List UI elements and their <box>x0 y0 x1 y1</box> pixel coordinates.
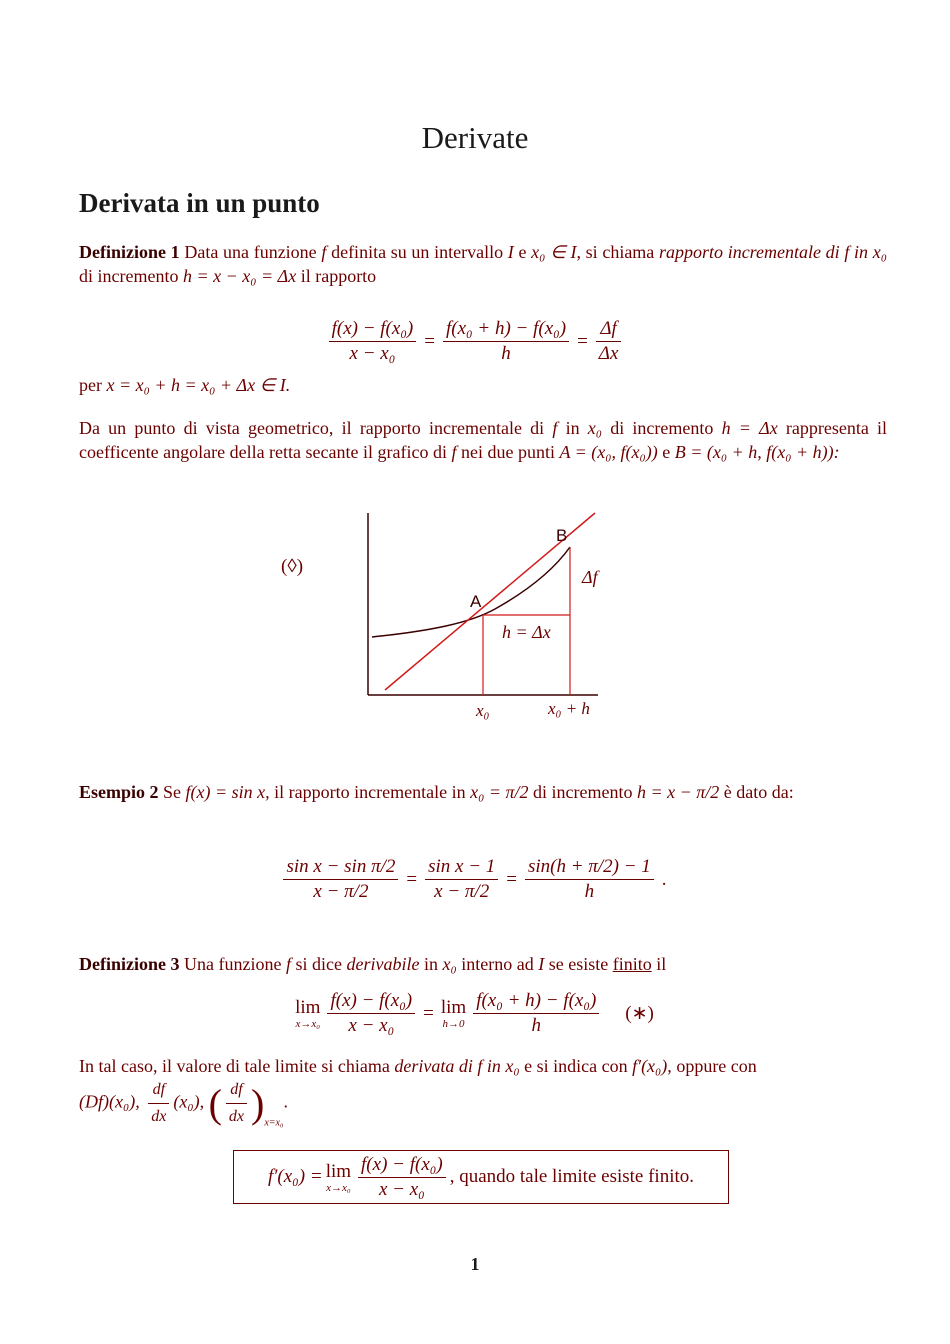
geo-text: e <box>662 442 671 462</box>
def1-text: , si chiama <box>576 242 655 262</box>
period: . <box>661 868 667 890</box>
symbol-f: f <box>451 442 457 462</box>
def3-text: si dice <box>295 954 342 974</box>
evaluation-subscript: x=x₀ <box>264 1117 284 1129</box>
lim-subscript: x→x₀ <box>326 1181 351 1194</box>
symbol-x0: x₀ <box>587 418 603 438</box>
lim-subscript: x→x₀ <box>295 1018 321 1030</box>
geo-text: Da un punto di vista geometrico, il rapporto incrementale di <box>79 418 545 438</box>
equals-sign: = <box>423 1002 434 1024</box>
denominator: Δx <box>598 343 619 364</box>
notation-f-prime: f′(x₀), <box>632 1056 672 1076</box>
def3-text: in <box>423 954 438 974</box>
deriv-text: In tal caso, il valore di tale limite si chiama <box>79 1056 390 1076</box>
label-A: A <box>470 592 482 611</box>
fraction <box>596 318 622 365</box>
derivative-paragraph <box>79 1054 887 1136</box>
limit-operator <box>441 997 466 1030</box>
def3-text: il <box>656 954 667 974</box>
right-paren: ) <box>251 1080 265 1126</box>
fraction <box>327 990 415 1037</box>
denominator: h <box>531 1015 541 1036</box>
ex2-expression: f(x) = sin x, <box>185 782 270 802</box>
numerator: sin x − 1 <box>425 856 498 880</box>
fraction <box>283 856 398 903</box>
example-2-label: Esempio 2 <box>79 782 159 802</box>
geometric-paragraph <box>79 416 887 464</box>
def1-text: Data una funzione <box>184 242 317 262</box>
term-rapporto-incrementale: rapporto incrementale di f in x₀ <box>659 242 887 262</box>
page-number: 1 <box>470 1254 480 1274</box>
boxed-definition <box>233 1150 729 1204</box>
denominator: x − x₀ <box>378 1178 425 1200</box>
ex2-text: di incremento <box>533 782 633 802</box>
limit-operator <box>326 1161 351 1194</box>
section-heading: Derivata in un punto <box>79 188 320 218</box>
point-B-expression: B = (x₀ + h, f(x₀ + h)): <box>674 442 840 462</box>
geo-text: rappresenta il coefficente angolare della retta secante il grafico di <box>79 418 888 462</box>
numerator: df <box>148 1078 169 1104</box>
def1-text: definita su un intervallo <box>331 242 504 262</box>
fraction <box>525 856 654 903</box>
symbol-x0: x₀ <box>442 954 457 974</box>
def3-text: se esiste <box>548 954 609 974</box>
definition-3 <box>79 952 887 976</box>
fraction <box>358 1154 446 1201</box>
numerator: f(x) − f(x₀) <box>327 990 415 1014</box>
equals-sign: = <box>424 330 435 352</box>
denominator: x − π/2 <box>434 881 490 902</box>
formula-incremental-ratio <box>0 318 950 365</box>
symbol-f: f <box>321 242 327 262</box>
underlined-finito: finito <box>612 954 652 974</box>
term-derivata: derivata di f in x₀ <box>394 1056 520 1076</box>
boxed-tail: , quando tale limite esiste finito. <box>449 1166 695 1187</box>
equation-tag: (∗) <box>625 1003 654 1024</box>
denominator: x − x₀ <box>348 1015 395 1036</box>
ex2-text: il rapporto incrementale in <box>274 782 466 802</box>
example-2 <box>79 780 887 804</box>
increment-expression: h = x − x₀ = Δx <box>182 266 297 286</box>
denominator: h <box>584 881 595 902</box>
ex2-expression: h = x − π/2 <box>636 782 720 802</box>
fraction-df-dx <box>148 1078 169 1129</box>
secant-diagram <box>360 505 610 725</box>
numerator: Δf <box>596 318 622 342</box>
symbol-x0-in-I: x₀ ∈ I <box>531 242 577 262</box>
definition-1 <box>79 240 887 288</box>
symbol-I: I <box>507 242 514 262</box>
per-text: per <box>79 375 102 395</box>
denominator: x − x₀ <box>349 343 396 364</box>
numerator: sin(h + π/2) − 1 <box>525 856 654 880</box>
deriv-text: e si indica con <box>524 1056 628 1076</box>
geo-text: in <box>565 418 580 438</box>
label-B: B <box>556 526 568 545</box>
lim-text: lim <box>295 997 321 1018</box>
definition-1-label: Definizione 1 <box>79 242 180 262</box>
period: . <box>283 1091 288 1112</box>
fraction-df-dx <box>226 1078 247 1129</box>
fraction <box>329 318 417 365</box>
geo-text: nei due punti <box>460 442 555 462</box>
def1-text: e <box>518 242 527 262</box>
lim-text: lim <box>440 997 467 1018</box>
formula-limit-definition <box>0 990 950 1037</box>
term-derivabile: derivabile <box>346 954 420 974</box>
numerator: f(x₀ + h) − f(x₀) <box>443 318 569 342</box>
formula-example <box>0 856 950 903</box>
ex2-text: Se <box>163 782 182 802</box>
lim-text: lim <box>325 1160 352 1182</box>
label-x0: x₀ <box>476 701 490 720</box>
symbol-f: f <box>552 418 558 438</box>
ex2-expression: x₀ = π/2 <box>470 782 529 802</box>
symbol-I: I <box>538 954 545 974</box>
fraction <box>425 856 498 903</box>
def3-text: interno ad <box>461 954 534 974</box>
geo-expression: h = Δx <box>721 418 778 438</box>
label-delta-f: Δf <box>582 567 598 587</box>
per-line <box>79 373 887 397</box>
def1-text: il rapporto <box>300 266 377 286</box>
def3-text: Una funzione <box>184 954 282 974</box>
point-A-expression: A = (x₀, f(x₀)) <box>559 442 658 462</box>
notation-Df: (Df)(x₀), <box>79 1091 140 1112</box>
ex2-text: è dato da: <box>723 782 794 802</box>
figure-marker: (◊) <box>281 556 304 577</box>
fraction <box>473 990 599 1037</box>
limit-operator <box>295 997 320 1030</box>
denominator: h <box>501 343 511 364</box>
denominator: dx <box>228 1108 245 1125</box>
numerator: df <box>226 1078 247 1104</box>
boxed-lhs: f′(x₀) = <box>267 1166 323 1187</box>
denominator: x − π/2 <box>313 881 369 902</box>
lim-subscript: h→0 <box>442 1018 465 1030</box>
label-x0-plus-h: x₀ + h <box>548 699 590 718</box>
label-h-delta-x: h = Δx <box>502 622 551 642</box>
numerator: f(x₀ + h) − f(x₀) <box>473 990 599 1014</box>
deriv-text: oppure con <box>676 1056 757 1076</box>
document-title: Derivate <box>421 120 529 155</box>
numerator: f(x) − f(x₀) <box>358 1154 446 1178</box>
equals-sign: = <box>506 868 517 890</box>
numerator: f(x) − f(x₀) <box>329 318 417 342</box>
per-expression: x = x₀ + h = x₀ + Δx ∈ I. <box>106 375 291 395</box>
def1-text: di incremento <box>79 266 179 286</box>
fraction <box>443 318 569 365</box>
notation-tail: (x₀), <box>173 1091 205 1112</box>
denominator: dx <box>151 1108 167 1125</box>
geo-text: di incremento <box>610 418 714 438</box>
left-paren: ( <box>208 1080 222 1126</box>
equals-sign: = <box>577 330 588 352</box>
numerator: sin x − sin π/2 <box>283 856 398 880</box>
definition-3-label: Definizione 3 <box>79 954 180 974</box>
symbol-f: f <box>285 954 291 974</box>
equals-sign: = <box>406 868 418 890</box>
